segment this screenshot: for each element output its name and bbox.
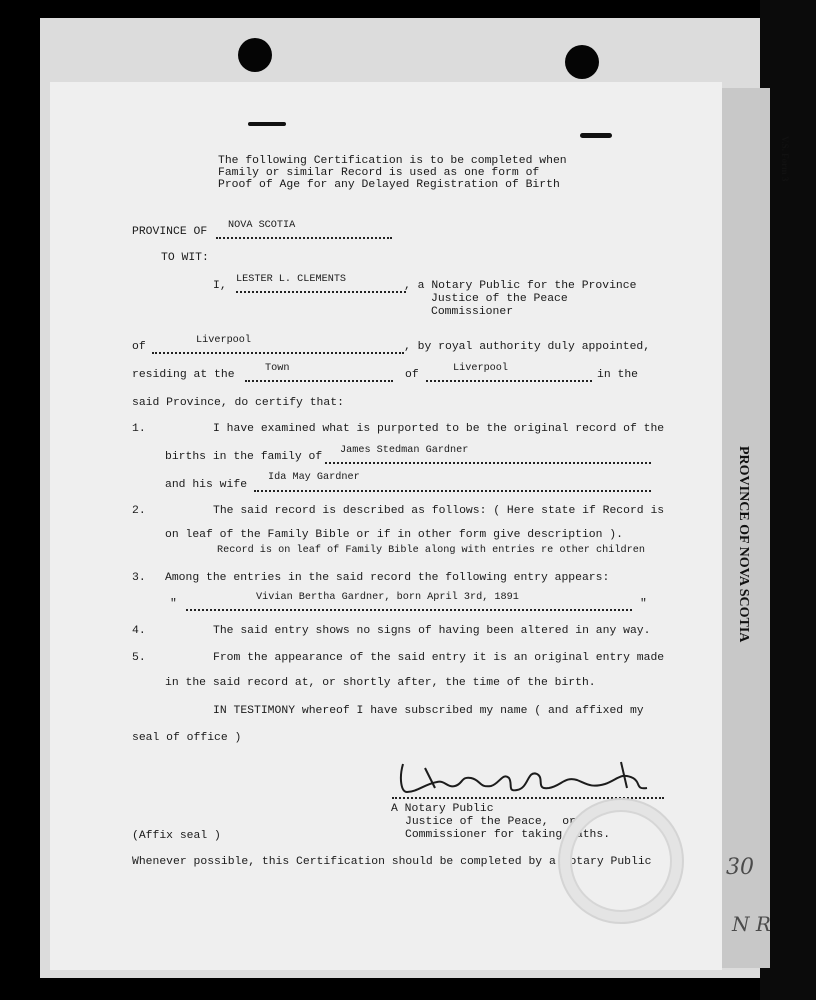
dotted-line	[254, 490, 651, 492]
item3-text: Among the entries in the said record the following entry appears:	[165, 572, 610, 584]
item-number: 3.	[132, 572, 146, 584]
item2-text: The said record is described as follows: ( Here state if Record is	[213, 505, 665, 517]
dotted-line	[236, 291, 406, 293]
wife-name-value: Ida May Gardner	[268, 472, 360, 483]
i-label: I,	[213, 280, 227, 292]
residing-label: residing at the	[132, 369, 235, 381]
item-number: 5.	[132, 652, 146, 664]
father-name-value: James Stedman Gardner	[340, 445, 469, 456]
commissioner-text: Commissioner	[431, 306, 514, 318]
affix-seal-text: (Affix seal )	[132, 830, 221, 842]
margin-initials: N R	[732, 912, 771, 936]
item5-text: in the said record at, or shortly after, the time of the birth.	[165, 677, 596, 689]
province-label: PROVINCE OF	[132, 226, 208, 238]
item-number: 1.	[132, 423, 146, 435]
quote-mark: "	[640, 598, 647, 610]
punch-hole-right	[565, 45, 599, 79]
header-line: The following Certification is to be completed when	[218, 155, 567, 167]
signature	[395, 758, 660, 798]
dotted-line	[216, 237, 392, 239]
item1-wife-label: and his wife	[165, 479, 248, 491]
item2-text: on leaf of the Family Bible or if in other form give description ).	[165, 529, 623, 541]
embossed-seal	[558, 798, 684, 924]
testimony-text: seal of office )	[132, 732, 242, 744]
item4-text: The said entry shows no signs of having been altered in any way.	[213, 625, 651, 637]
staple-mark	[580, 133, 612, 138]
entry-value: Vivian Bertha Gardner, born April 3rd, 1891	[256, 592, 519, 603]
dotted-line	[426, 380, 592, 382]
of-place-value: Liverpool	[196, 335, 252, 346]
in-the-text: in the	[597, 369, 639, 381]
dotted-line	[325, 462, 651, 464]
dotted-line	[245, 380, 393, 382]
residing-at-value: Town	[265, 363, 290, 374]
dotted-line	[152, 352, 404, 354]
header-line: Family or similar Record is used as one form of	[218, 167, 540, 179]
sig-justice-text: Justice of the Peace, or	[405, 816, 576, 828]
item-number: 2.	[132, 505, 146, 517]
said-province-text: said Province, do certify that:	[132, 397, 344, 409]
item1-text: I have examined what is purported to be the original record of the	[213, 423, 665, 435]
sig-notary-text: A Notary Public	[391, 803, 494, 815]
royal-authority-text: , by royal authority duly appointed,	[404, 341, 651, 353]
item5-text: From the appearance of the said entry it is an original entry made	[213, 652, 665, 664]
to-wit-label: TO WIT:	[161, 252, 209, 264]
staple-mark	[248, 122, 286, 126]
punch-hole-left	[238, 38, 272, 72]
sig-commissioner-text: Commissioner for taking oaths.	[405, 829, 611, 841]
of2-label: of	[405, 369, 419, 381]
record-description-value: Record is on leaf of Family Bible along with entries re other children	[217, 545, 645, 556]
item1-family-label: births in the family of	[165, 451, 323, 463]
quote-mark: "	[170, 598, 177, 610]
form-id: V.S. Form 3	[780, 136, 790, 182]
footer-text: Whenever possible, this Certification should be completed by a Notary Public	[132, 856, 652, 868]
notary-name-value: LESTER L. CLEMENTS	[236, 274, 347, 285]
residing-of-value: Liverpool	[453, 363, 509, 374]
notary-public-text: , a Notary Public for the Province	[404, 280, 637, 292]
margin-number: 30	[726, 855, 754, 880]
dotted-line	[186, 609, 632, 611]
item-number: 4.	[132, 625, 146, 637]
header-line: Proof of Age for any Delayed Registration of Birth	[218, 179, 560, 191]
side-province-label: PROVINCE OF NOVA SCOTIA	[736, 446, 751, 643]
testimony-text: IN TESTIMONY whereof I have subscribed my name ( and affixed my	[213, 705, 644, 717]
province-value: NOVA SCOTIA	[228, 220, 296, 231]
of-label: of	[132, 341, 146, 353]
justice-text: Justice of the Peace	[431, 293, 568, 305]
